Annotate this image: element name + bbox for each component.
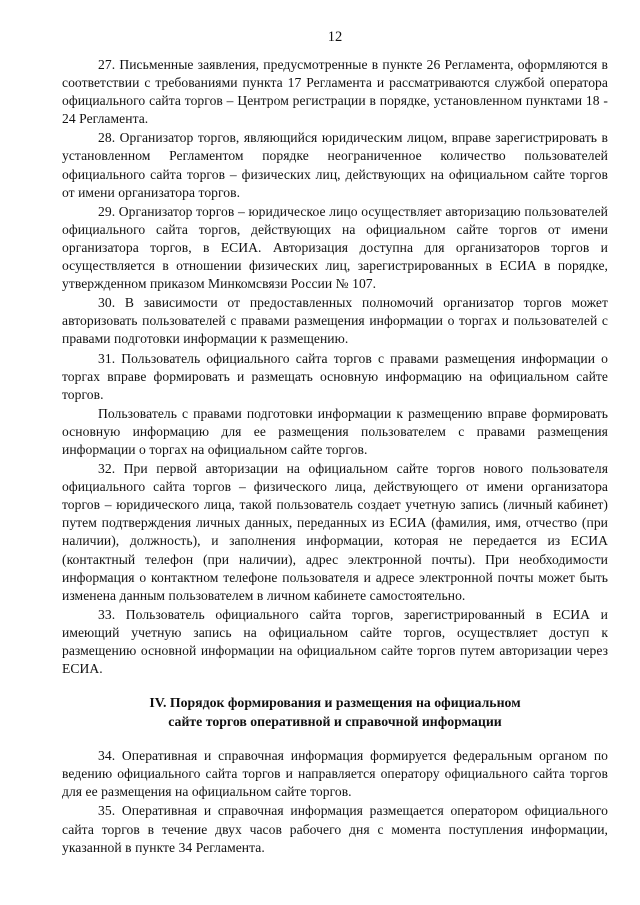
paragraph-27: 27. Письменные заявления, предусмотренные в пункте 26 Регламента, оформляются в соответствии с требованиями пункта 17 Регламента и рассматриваются службой оператора официального сайта торгов – Центром регистрации в порядке, установленном пунктами 18 - 24 Регламента. <box>62 57 608 127</box>
page-number: 12 <box>327 29 343 45</box>
paragraph-30: 30. В зависимости от предоставленных полномочий организатор торгов может авторизовать пользователей с правами размещения информации о торгах и пользователей с правами подготовки информации к размещению. <box>62 295 608 347</box>
paragraph-34: 34. Оперативная и справочная информация формируется федеральным органом по ведению официального сайта торгов и направляется оператору официального сайта торгов для ее размещения на официальном сайте торгов. <box>62 748 608 800</box>
paragraph-29: 29. Организатор торгов – юридическое лицо осуществляет авторизацию пользователей официального сайта торгов, действующих на официальном сайте торгов от имени организатора торгов, в ЕСИА. Авторизация доступна для организаторов торгов и осуществляется в отношении физических лиц, зарегистрированных в ЕСИА в порядке, утвержденном приказом Минкомсвязи России № 107. <box>62 203 608 292</box>
paragraph-31: 31. Пользователь официального сайта торгов с правами размещения информации о торгах вправе формировать и размещать основную информацию на официальном сайте торгов. <box>62 350 608 402</box>
paragraph-32: 32. При первой авторизации на официальном сайте торгов нового пользователя официального сайта торгов – физического лица, действующего от имени организатора торгов – юридического лица, такой пользователь создает учетную запись (личный кабинет) путем подтверждения личных данных, переданных из ЕСИА (фамилия, имя, отчество (при наличии), должность), и заполнения информации, которая не передается из ЕСИА (контактный телефон (при наличии), адрес электронной почты). При необходимости информация о контактном телефоне пользователя и адресе электронной почты может быть изменена данным пользователем в личном кабинете самостоятельно. <box>62 461 608 603</box>
paragraph-31-continued: Пользователь с правами подготовки информации к размещению вправе формировать основную информацию для ее размещения пользователем с правами размещения информации о торгах на официальном сайте торгов. <box>62 405 608 457</box>
paragraph-35: 35. Оперативная и справочная информация размещается оператором официального сайта торгов в течение двух часов рабочего дня с момента поступления информации, указанной в пункте 34 Регламента. <box>62 803 608 855</box>
paragraph-28: 28. Организатор торгов, являющийся юридическим лицом, вправе зарегистрировать в установленном Регламентом порядке неограниченное количество пользователей официального сайта торгов – физических лиц, действующих на официальном сайте торгов от имени организатора торгов. <box>62 130 608 200</box>
section-heading-line-1: IV. Порядок формирования и размещения на официальном <box>149 695 521 711</box>
document-page <box>62 28 608 858</box>
section-heading <box>62 694 608 731</box>
paragraph-33: 33. Пользователь официального сайта торгов, зарегистрированный в ЕСИА и имеющий учетную запись на официальном сайте торгов, осуществляет доступ к размещению основной информации на официальном сайте торгов путем авторизации через ЕСИА. <box>62 606 608 677</box>
section-heading-line-2: сайте торгов оперативной и справочной информации <box>168 713 502 729</box>
